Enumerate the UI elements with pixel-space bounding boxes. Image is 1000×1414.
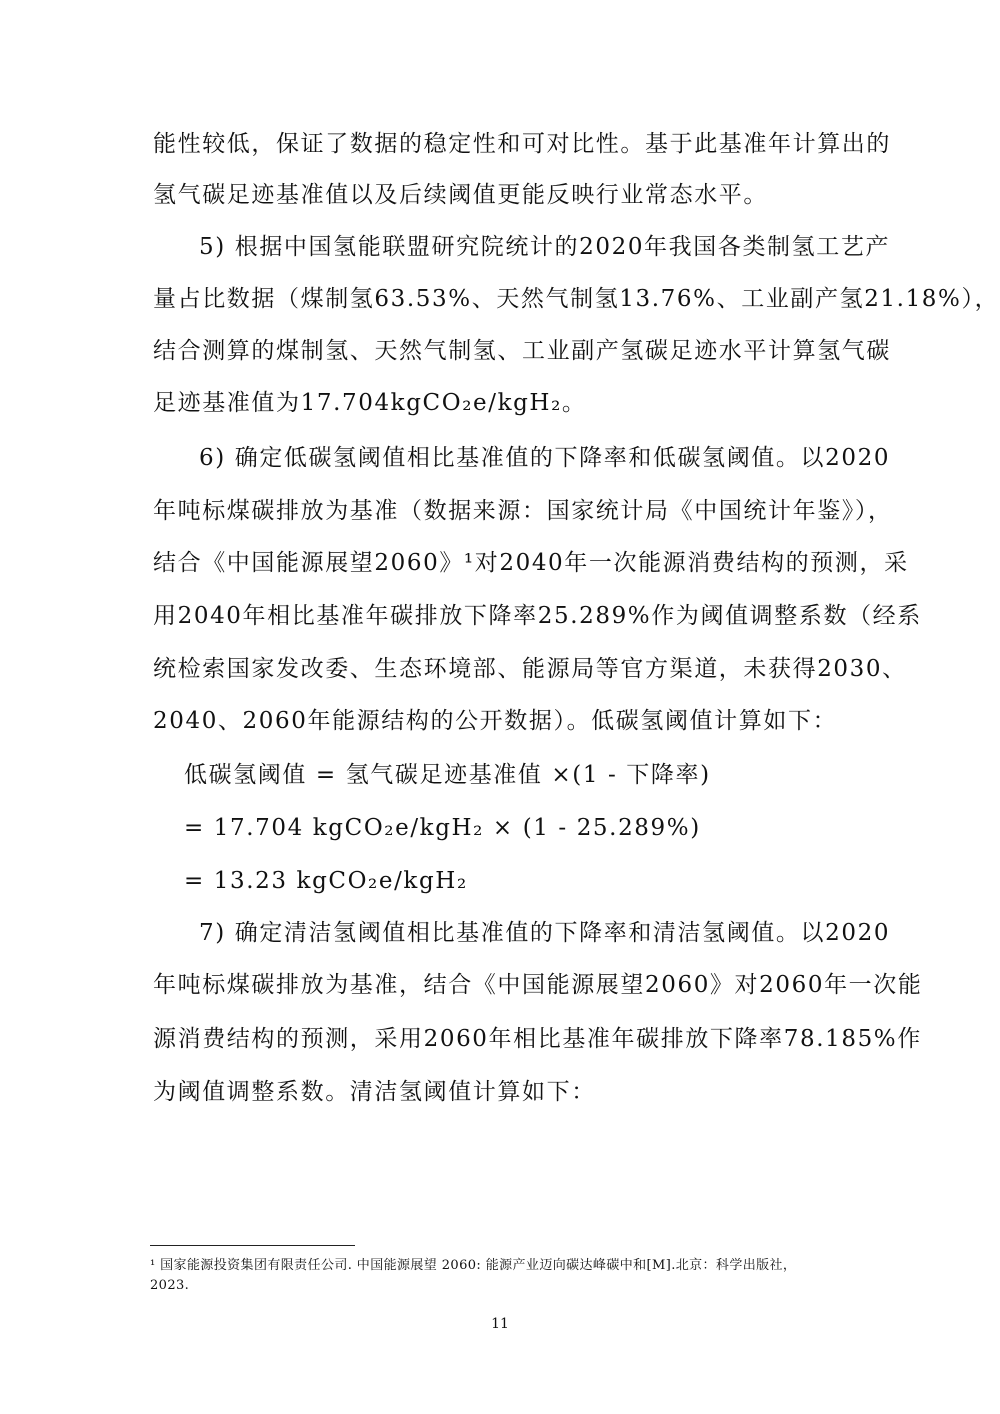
page-number: 11 (491, 1316, 509, 1332)
body-line-14: 年吨标煤碳排放为基准，结合《中国能源展望2060》对2060年一次能 (153, 972, 923, 998)
body-line-7: 6) 确定低碳氢阈值相比基准值的下降率和低碳氢阈值。以2020 (199, 445, 891, 471)
body-line-4: 量占比数据（煤制氢63.53%、天然气制氢13.76%、工业副产氢21.18%）， (153, 286, 1000, 312)
body-line-13: 7) 确定清洁氢阈值相比基准值的下降率和清洁氢阈值。以2020 (199, 920, 891, 946)
footnote-divider (150, 1245, 355, 1246)
formula-line-2: = 17.704 kgCO₂e/kgH₂ × (1 - 25.289%) (184, 815, 701, 841)
body-line-1: 能性较低，保证了数据的稳定性和可对比性。基于此基准年计算出的 (153, 131, 891, 157)
formula-line-1: 低碳氢阈值 = 氢气碳足迹基准值 ×(1 - 下降率) (184, 762, 711, 788)
body-line-12: 2040、2060年能源结构的公开数据）。低碳氢阈值计算如下： (153, 708, 838, 734)
body-line-10: 用2040年相比基准年碳排放下降率25.289%作为阈值调整系数（经系 (153, 603, 922, 629)
formula-line-3: = 13.23 kgCO₂e/kgH₂ (184, 868, 468, 894)
body-line-3: 5) 根据中国氢能联盟研究院统计的2020年我国各类制氢工艺产 (199, 234, 891, 260)
body-line-6: 足迹基准值为17.704kgCO₂e/kgH₂。 (153, 390, 587, 416)
footnote-line-2: 2023. (150, 1278, 190, 1293)
body-line-16: 为阈值调整系数。清洁氢阈值计算如下： (153, 1079, 596, 1105)
footnote-line-1: ¹ 国家能源投资集团有限责任公司. 中国能源展望 2060: 能源产业迈向碳达峰碳中和[M].北京：科学出版社， (150, 1258, 797, 1273)
body-line-15: 源消费结构的预测，采用2060年相比基准年碳排放下降率78.185%作 (153, 1026, 922, 1052)
body-line-8: 年吨标煤碳排放为基准（数据来源：国家统计局《中国统计年鉴》）， (153, 498, 893, 524)
body-line-9: 结合《中国能源展望2060》¹对2040年一次能源消费结构的预测，采 (153, 550, 909, 576)
body-line-5: 结合测算的煤制氢、天然气制氢、工业副产氢碳足迹水平计算氢气碳 (153, 338, 891, 364)
body-line-2: 氢气碳足迹基准值以及后续阈值更能反映行业常态水平。 (153, 182, 768, 208)
body-line-11: 统检索国家发改委、生态环境部、能源局等官方渠道，未获得2030、 (153, 656, 907, 682)
